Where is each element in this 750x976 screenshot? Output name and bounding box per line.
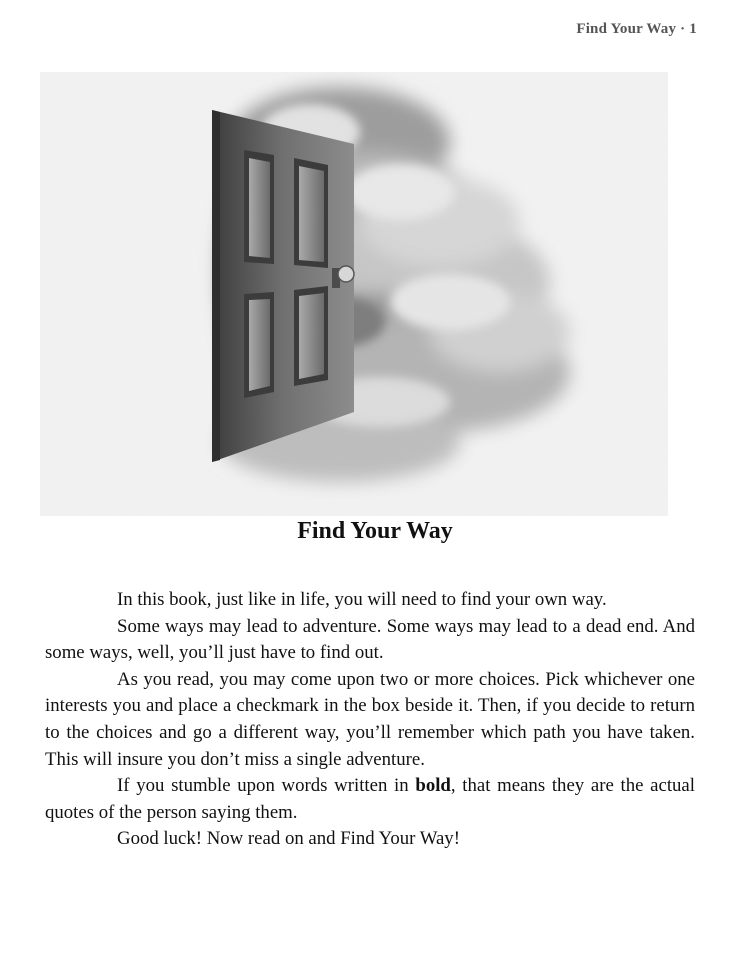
paragraph: In this book, just like in life, you will need to find your own way. (117, 589, 607, 610)
running-head: Find Your Way · 1 (576, 21, 697, 37)
paragraph: As you read, you may come upon two or more choices. Pick whichever one interests you and place a checkmark in the box beside it. Then, if you decide to return to the choices and go a different way, you’ll remember which path you have taken. This will insure you don’t miss a single adventure. (45, 668, 695, 770)
paragraph: Some ways may lead to adventure. Some ways may lead to a dead end. And some ways, well, you’ll just have to find out. (45, 615, 695, 664)
bold-word: bold (415, 775, 451, 797)
paragraph: Good luck! Now read on and Find Your Way! (117, 828, 460, 850)
paragraph (45, 773, 695, 826)
body-text (45, 587, 695, 853)
paragraph-text: If you stumble upon words written in (117, 775, 416, 797)
page-title: Find Your Way (297, 518, 453, 544)
paragraph-text: , that means they are the actual quotes of the person saying them. (45, 775, 695, 823)
door-in-clouds-illustration (40, 72, 668, 516)
